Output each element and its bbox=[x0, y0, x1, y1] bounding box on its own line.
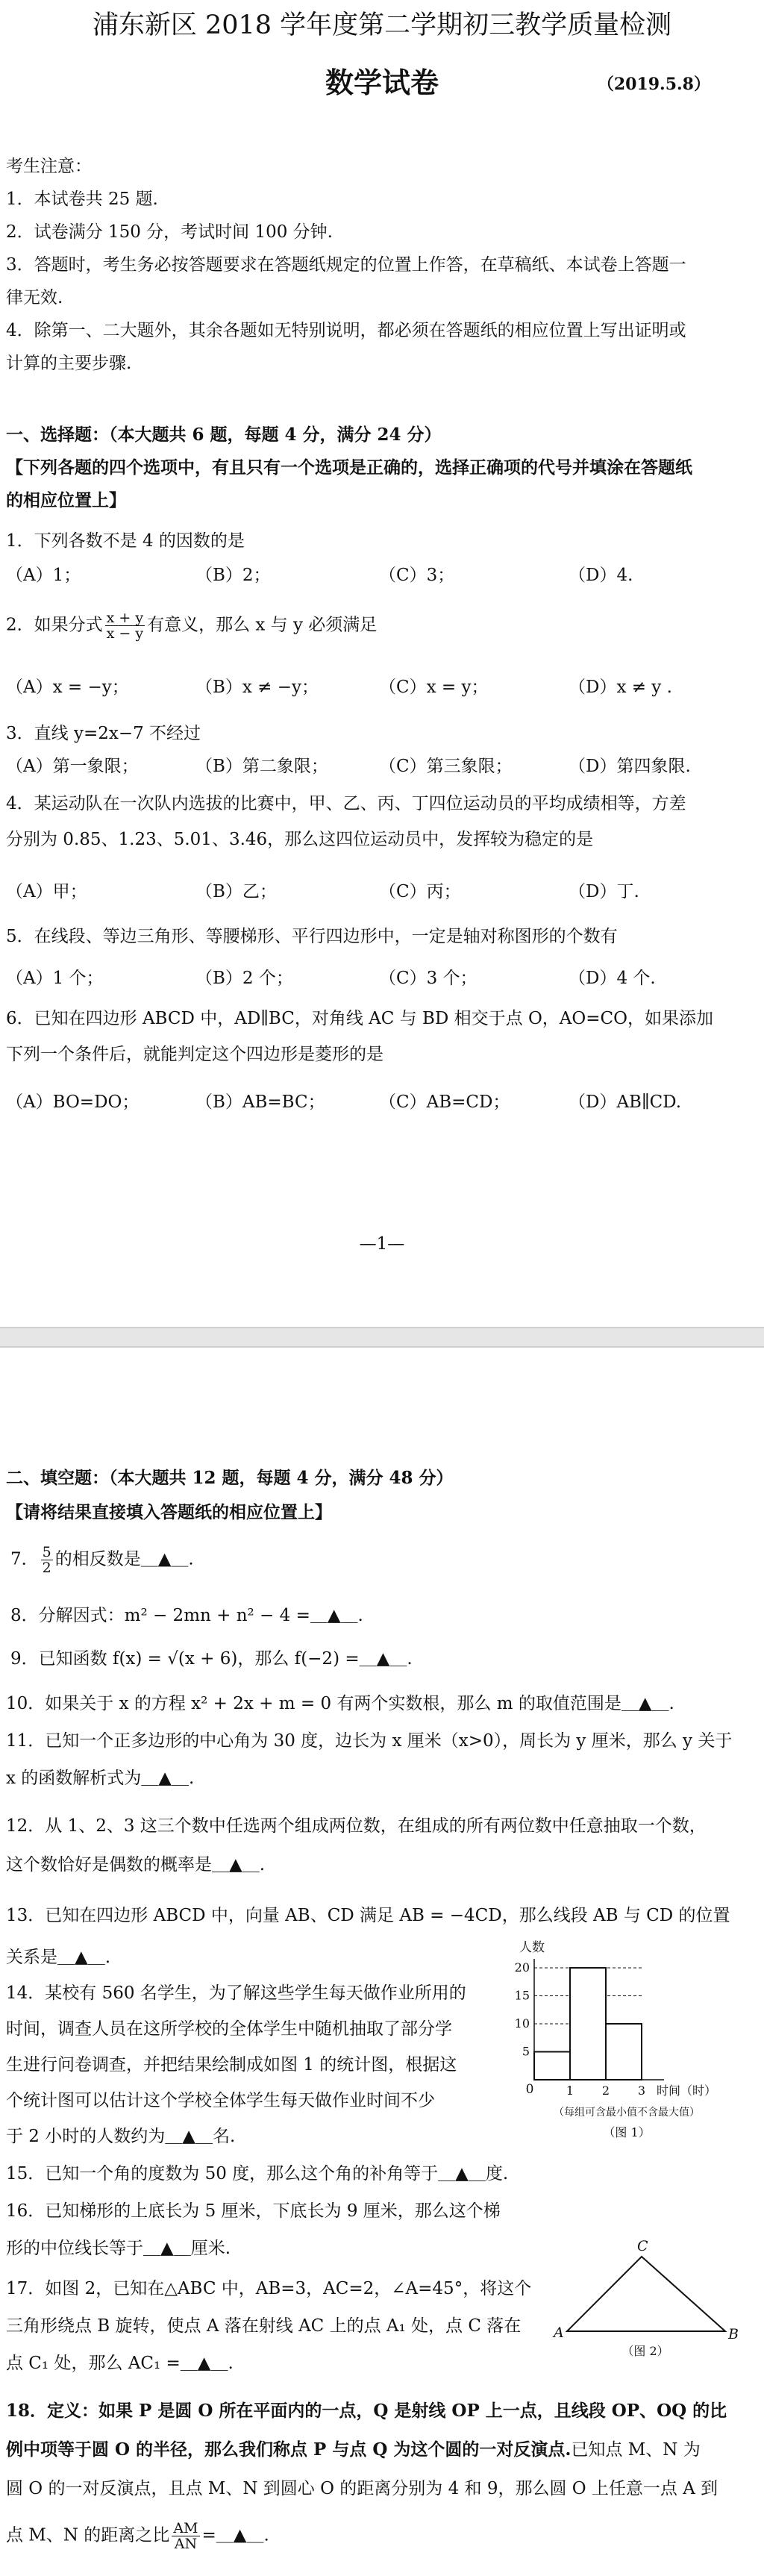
q5-option-a: （A）1 个； bbox=[6, 969, 104, 988]
question-18d bbox=[6, 2521, 269, 2551]
figure2-caption: （图 2） bbox=[621, 2344, 669, 2358]
vertex-b-label: B bbox=[728, 2326, 739, 2342]
question-14e: 于 2 小时的人数约为＿▲＿名. bbox=[6, 2127, 236, 2146]
question-16b: 形的中位线长等于＿▲＿厘米. bbox=[6, 2239, 231, 2258]
chart-y-tick-label: 5 bbox=[522, 2044, 530, 2059]
q7-prefix: 7． bbox=[10, 1549, 39, 1569]
q6-option-c: （C）AB=CD； bbox=[379, 1092, 510, 1112]
q7-fraction bbox=[41, 1545, 53, 1575]
chart-x-axis-label: 时间（时） bbox=[657, 2083, 717, 2098]
figure1-histogram bbox=[515, 1936, 764, 2145]
chart-bar bbox=[606, 2024, 642, 2080]
page-number: —1— bbox=[359, 1234, 405, 1254]
question-17c: 点 C₁ 处，那么 AC₁ =＿▲＿. bbox=[6, 2354, 234, 2373]
q6-option-d: （D）AB∥CD. bbox=[569, 1092, 682, 1112]
notice-line-3b: 律无效. bbox=[6, 288, 63, 307]
exam-date: （2019.5.8） bbox=[597, 75, 710, 94]
question-18c: 圆 O 的一对反演点，且点 M、N 到圆心 O 的距离分别为 4 和 9，那么圆 O 上任意一点 A 到 bbox=[6, 2479, 718, 2498]
question-13a: 13．已知在四边形 ABCD 中，向量 AB、CD 满足 AB = −4CD，那么线段 AB 与 CD 的位置 bbox=[6, 1906, 730, 1925]
question-14a: 14．某校有 560 名学生，为了解这些学生每天做作业所用的 bbox=[6, 1983, 466, 2003]
question-10: 10．如果关于 x 的方程 x² + 2x + m = 0 有两个实数根，那么 m 的取值范围是＿▲＿. bbox=[6, 1694, 674, 1713]
question-8: 8．分解因式：m² − 2mn + n² − 4 =＿▲＿. bbox=[10, 1606, 363, 1625]
question-6b: 下列一个条件后，就能判定这个四边形是菱形的是 bbox=[6, 1045, 383, 1064]
q18-ratio-numerator: AM bbox=[173, 2520, 198, 2536]
question-12b: 这个数恰好是偶数的概率是＿▲＿. bbox=[6, 1855, 265, 1875]
question-14c: 生进行问卷调查，并把结果绘制成如图 1 的统计图，根据这 bbox=[6, 2055, 457, 2075]
chart-bar bbox=[534, 2052, 570, 2081]
q1-option-a: （A）1； bbox=[6, 566, 81, 585]
q4-option-a: （A）甲； bbox=[6, 882, 87, 901]
question-4a: 4．某运动队在一次队内选拔的比赛中，甲、乙、丙、丁四位运动员的平均成绩相等，方差 bbox=[6, 794, 686, 813]
question-17b: 三角形绕点 B 旋转，使点 A 落在射线 AC 上的点 A₁ 处，点 C 落在 bbox=[6, 2316, 522, 2336]
question-13b: 关系是＿▲＿. bbox=[6, 1948, 110, 1967]
question-4b: 分别为 0.85、1.23、5.01、3.46，那么这四位运动员中，发挥较为稳定的是 bbox=[6, 830, 594, 849]
section1-heading: 一、选择题：（本大题共 6 题，每题 4 分，满分 24 分） bbox=[6, 425, 442, 445]
exam-title: 浦东新区 2018 学年度第二学期初三教学质量检测 bbox=[92, 10, 672, 40]
q7-numerator: 5 bbox=[42, 1544, 51, 1560]
q18-given: 已知点 M、N 为 bbox=[571, 2440, 701, 2460]
question-16a: 16．已知梯形的上底长为 5 厘米，下底长为 9 厘米，那么这个梯 bbox=[6, 2201, 501, 2221]
question-17a: 17．如图 2，已知在△ABC 中，AB=3，AC=2，∠A=45°，将这个 bbox=[6, 2279, 532, 2298]
q18-ratio-denominator: AN bbox=[174, 2536, 198, 2552]
vertex-a-label: A bbox=[554, 2325, 564, 2341]
question-14b: 时间，调查人员在这所学校的全体学生中随机抽取了部分学 bbox=[6, 2019, 452, 2039]
chart-x-tick-label: 1 bbox=[566, 2083, 574, 2098]
chart-bar bbox=[570, 1968, 606, 2080]
q18-definition-end: 例中项等于圆 O 的半径，那么我们称点 P 与点 Q 为这个圆的一对反演点. bbox=[6, 2439, 572, 2460]
q5-option-b: （B）2 个； bbox=[195, 969, 293, 988]
chart-y-tick-label: 10 bbox=[515, 2016, 530, 2031]
question-1: 1．下列各数不是 4 的因数的是 bbox=[6, 531, 245, 551]
q2-option-b: （B）x ≠ −y； bbox=[195, 678, 319, 697]
q18-ratio-suffix: =＿▲＿. bbox=[201, 2525, 269, 2545]
notice-heading: 考生注意： bbox=[6, 157, 92, 176]
q2-option-d: （D）x ≠ y . bbox=[569, 678, 672, 697]
question-9: 9．已知函数 f(x) = √(x + 6)，那么 f(−2) =＿▲＿. bbox=[10, 1649, 413, 1669]
q3-option-a: （A）第一象限； bbox=[6, 757, 139, 776]
question-18b bbox=[6, 2439, 701, 2461]
question-14d: 个统计图可以估计这个学校全体学生每天做作业时间不少 bbox=[6, 2091, 435, 2110]
chart-y-tick-label: 20 bbox=[515, 1960, 530, 1975]
question-15: 15．已知一个角的度数为 50 度，那么这个角的补角等于＿▲＿度. bbox=[6, 2164, 509, 2183]
notice-line-3a: 3．答题时，考生务必按答题要求在答题纸规定的位置上作答，在草稿纸、本试卷上答题一 bbox=[6, 255, 686, 275]
q2-fraction bbox=[105, 610, 145, 641]
q6-option-b: （B）AB=BC； bbox=[195, 1092, 325, 1112]
notice-line-4b: 计算的主要步骤. bbox=[6, 354, 132, 373]
q7-denominator: 2 bbox=[42, 1560, 51, 1576]
q2-denominator: x − y bbox=[106, 625, 144, 642]
q1-option-c: （C）3； bbox=[379, 566, 455, 585]
q2-option-c: （C）x = y； bbox=[379, 678, 489, 697]
notice-line-4a: 4．除第一、二大题外，其余各题如无特别说明，都必须在答题纸的相应位置上写出证明或 bbox=[6, 321, 686, 340]
q4-option-c: （C）丙； bbox=[379, 882, 461, 901]
figure2-triangle bbox=[545, 2236, 746, 2370]
chart-origin-label: 0 bbox=[525, 2082, 534, 2097]
q7-suffix: 的相反数是＿▲＿. bbox=[54, 1549, 194, 1569]
q18-ratio-fraction bbox=[172, 2521, 199, 2551]
notice-line-1: 1．本试卷共 25 题. bbox=[6, 190, 158, 209]
question-12a: 12．从 1、2、3 这三个数中任选两个组成两位数，在组成的所有两位数中任意抽取一个数， bbox=[6, 1816, 707, 1836]
section1-instruction-a: 【下列各题的四个选项中，有且只有一个选项是正确的，选择正确项的代号并填涂在答题纸 bbox=[6, 457, 692, 478]
triangle-abc bbox=[567, 2257, 725, 2331]
q18-ratio-prefix: 点 M、N 的距离之比 bbox=[6, 2525, 170, 2545]
q5-option-c: （C）3 个； bbox=[379, 969, 478, 988]
question-11a: 11．已知一个正多边形的中心角为 30 度，边长为 x 厘米（x>0），周长为 y 厘米，那么 y 关于 bbox=[6, 1731, 733, 1751]
chart-y-tick-label: 15 bbox=[515, 1988, 530, 2003]
chart-x-tick-label: 2 bbox=[601, 2083, 610, 2098]
chart-x-tick-label: 3 bbox=[637, 2083, 646, 2098]
chart-caption: （图 1） bbox=[603, 2125, 651, 2139]
section2-instruction: 【请将结果直接填入答题纸的相应位置上】 bbox=[6, 1502, 332, 1522]
question-3: 3．直线 y=2x−7 不经过 bbox=[6, 724, 201, 743]
q1-option-b: （B）2； bbox=[195, 566, 271, 585]
question-7 bbox=[10, 1545, 194, 1575]
section2-heading: 二、填空题：（本大题共 12 题，每题 4 分，满分 48 分） bbox=[6, 1468, 454, 1488]
question-6a: 6．已知在四边形 ABCD 中，AD∥BC，对角线 AC 与 BD 相交于点 O，AO=CO，如果添加 bbox=[6, 1009, 713, 1028]
chart-y-axis-label: 人数 bbox=[519, 1940, 545, 1955]
vertex-c-label: C bbox=[637, 2238, 648, 2254]
section1-instruction-b: 的相应位置上】 bbox=[6, 490, 126, 510]
page-separator bbox=[0, 1327, 764, 1348]
subject-title: 数学试卷 bbox=[325, 66, 439, 99]
q2-prefix: 2．如果分式 bbox=[6, 615, 103, 635]
question-5: 5．在线段、等边三角形、等腰梯形、平行四边形中，一定是轴对称图形的个数有 bbox=[6, 927, 618, 946]
question-18a: 18．定义：如果 P 是圆 O 所在平面内的一点，Q 是射线 OP 上一点，且线段 OP、OQ 的比 bbox=[6, 2401, 727, 2421]
q3-option-c: （C）第三象限； bbox=[379, 757, 513, 776]
q3-option-b: （B）第二象限； bbox=[195, 757, 328, 776]
q6-option-a: （A）BO=DO； bbox=[6, 1092, 140, 1112]
q4-option-b: （B）乙； bbox=[195, 882, 277, 901]
q2-numerator: x + y bbox=[106, 610, 144, 626]
q2-option-a: （A）x = −y； bbox=[6, 678, 129, 697]
q1-option-d: （D）4. bbox=[569, 566, 633, 585]
chart-note: （每组可含最小值不含最大值） bbox=[554, 2107, 700, 2119]
question-2 bbox=[6, 610, 377, 641]
q3-option-d: （D）第四象限. bbox=[569, 757, 691, 776]
notice-line-2: 2．试卷满分 150 分，考试时间 100 分钟. bbox=[6, 222, 333, 242]
q4-option-d: （D）丁. bbox=[569, 882, 639, 901]
q2-suffix: 有意义，那么 x 与 y 必须满足 bbox=[147, 615, 378, 635]
q5-option-d: （D）4 个. bbox=[569, 969, 656, 988]
question-11b: x 的函数解析式为＿▲＿. bbox=[6, 1769, 195, 1788]
